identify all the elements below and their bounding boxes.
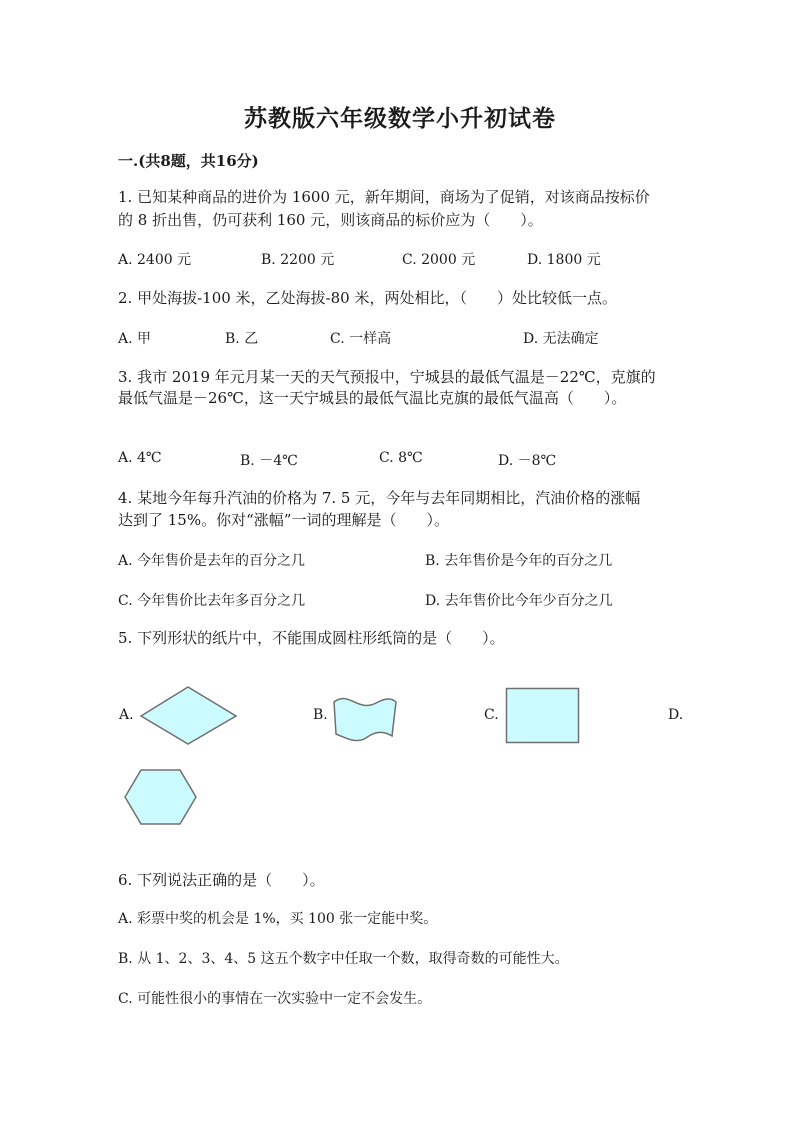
question-5-line-1: 5. 下列形状的纸片中，不能围成圆柱形纸筒的是（ ）。 <box>118 629 505 647</box>
question-1-option-d[interactable]: D. 1800 元 <box>527 252 601 268</box>
question-3-line-2: 最低气温是－26℃，这一天宁城县的最低气温比克旗的最低气温高（ ）。 <box>118 389 627 407</box>
question-4-option-a[interactable]: A. 今年售价是去年的百分之几 <box>118 553 306 569</box>
page-title: 苏教版六年级数学小升初试卷 <box>244 105 556 132</box>
question-1-line-2: 的 8 折出售，仍可获利 160 元，则该商品的标价应为（ ）。 <box>118 211 543 229</box>
question-6-line-1: 6. 下列说法正确的是（ ）。 <box>118 871 325 889</box>
question-3-option-c[interactable]: C. 8℃ <box>379 450 423 466</box>
question-1-line-1: 1. 已知某种商品的进价为 1600 元，新年期间，商场为了促销，对该商品按标价 <box>118 188 650 206</box>
question-4-option-d[interactable]: D. 去年售价比今年少百分之几 <box>425 593 613 609</box>
question-2-option-d[interactable]: D. 无法确定 <box>523 331 599 347</box>
question-3-option-a[interactable]: A. 4℃ <box>118 450 162 466</box>
question-6-option-a[interactable]: A. 彩票中奖的机会是 1%，买 100 张一定能中奖。 <box>118 911 438 927</box>
question-2-line-1: 2. 甲处海拔-100 米，乙处海拔-80 米，两处相比，（ ）处比较低一点。 <box>118 289 617 307</box>
question-4-line-1: 4. 某地今年每升汽油的价格为 7. 5 元，今年与去年同期相比，汽油价格的涨幅 <box>118 489 641 507</box>
question-2-option-c[interactable]: C. 一样高 <box>330 331 392 347</box>
question-5-option-c[interactable]: C. <box>484 707 499 723</box>
question-2-option-a[interactable]: A. 甲 <box>118 331 152 347</box>
question-1-option-b[interactable]: B. 2200 元 <box>261 252 335 268</box>
wavy-rectangle-shape <box>330 692 400 744</box>
question-6-option-c[interactable]: C. 可能性很小的事情在一次实验中一定不会发生。 <box>118 991 432 1007</box>
question-5-option-d[interactable]: D. <box>668 707 684 723</box>
question-3-line-1: 3. 我市 2019 年元月某一天的天气预报中，宁城县的最低气温是－22℃，克旗的 <box>118 368 656 386</box>
question-3-option-b[interactable]: B. －4℃ <box>240 453 298 469</box>
question-1-option-a[interactable]: A. 2400 元 <box>118 252 192 268</box>
hexagon-shape <box>122 768 200 828</box>
question-4-option-b[interactable]: B. 去年售价是今年的百分之几 <box>425 553 613 569</box>
question-4-option-c[interactable]: C. 今年售价比去年多百分之几 <box>118 593 306 609</box>
question-3-option-d[interactable]: D. －8℃ <box>498 453 557 469</box>
question-2-option-b[interactable]: B. 乙 <box>225 331 259 347</box>
question-1-option-c[interactable]: C. 2000 元 <box>402 252 476 268</box>
question-6-option-b[interactable]: B. 从 1、2、3、4、5 这五个数字中任取一个数，取得奇数的可能性大。 <box>118 951 569 967</box>
question-4-line-2: 达到了 15%。你对“涨幅”一词的理解是（ ）。 <box>118 511 449 529</box>
question-5-option-a[interactable]: A. <box>119 707 134 723</box>
rhombus-shape <box>138 685 240 747</box>
question-5-option-b[interactable]: B. <box>313 707 328 723</box>
section-header: 一.(共8题，共16分) <box>118 152 259 170</box>
rectangle-shape <box>505 687 581 745</box>
